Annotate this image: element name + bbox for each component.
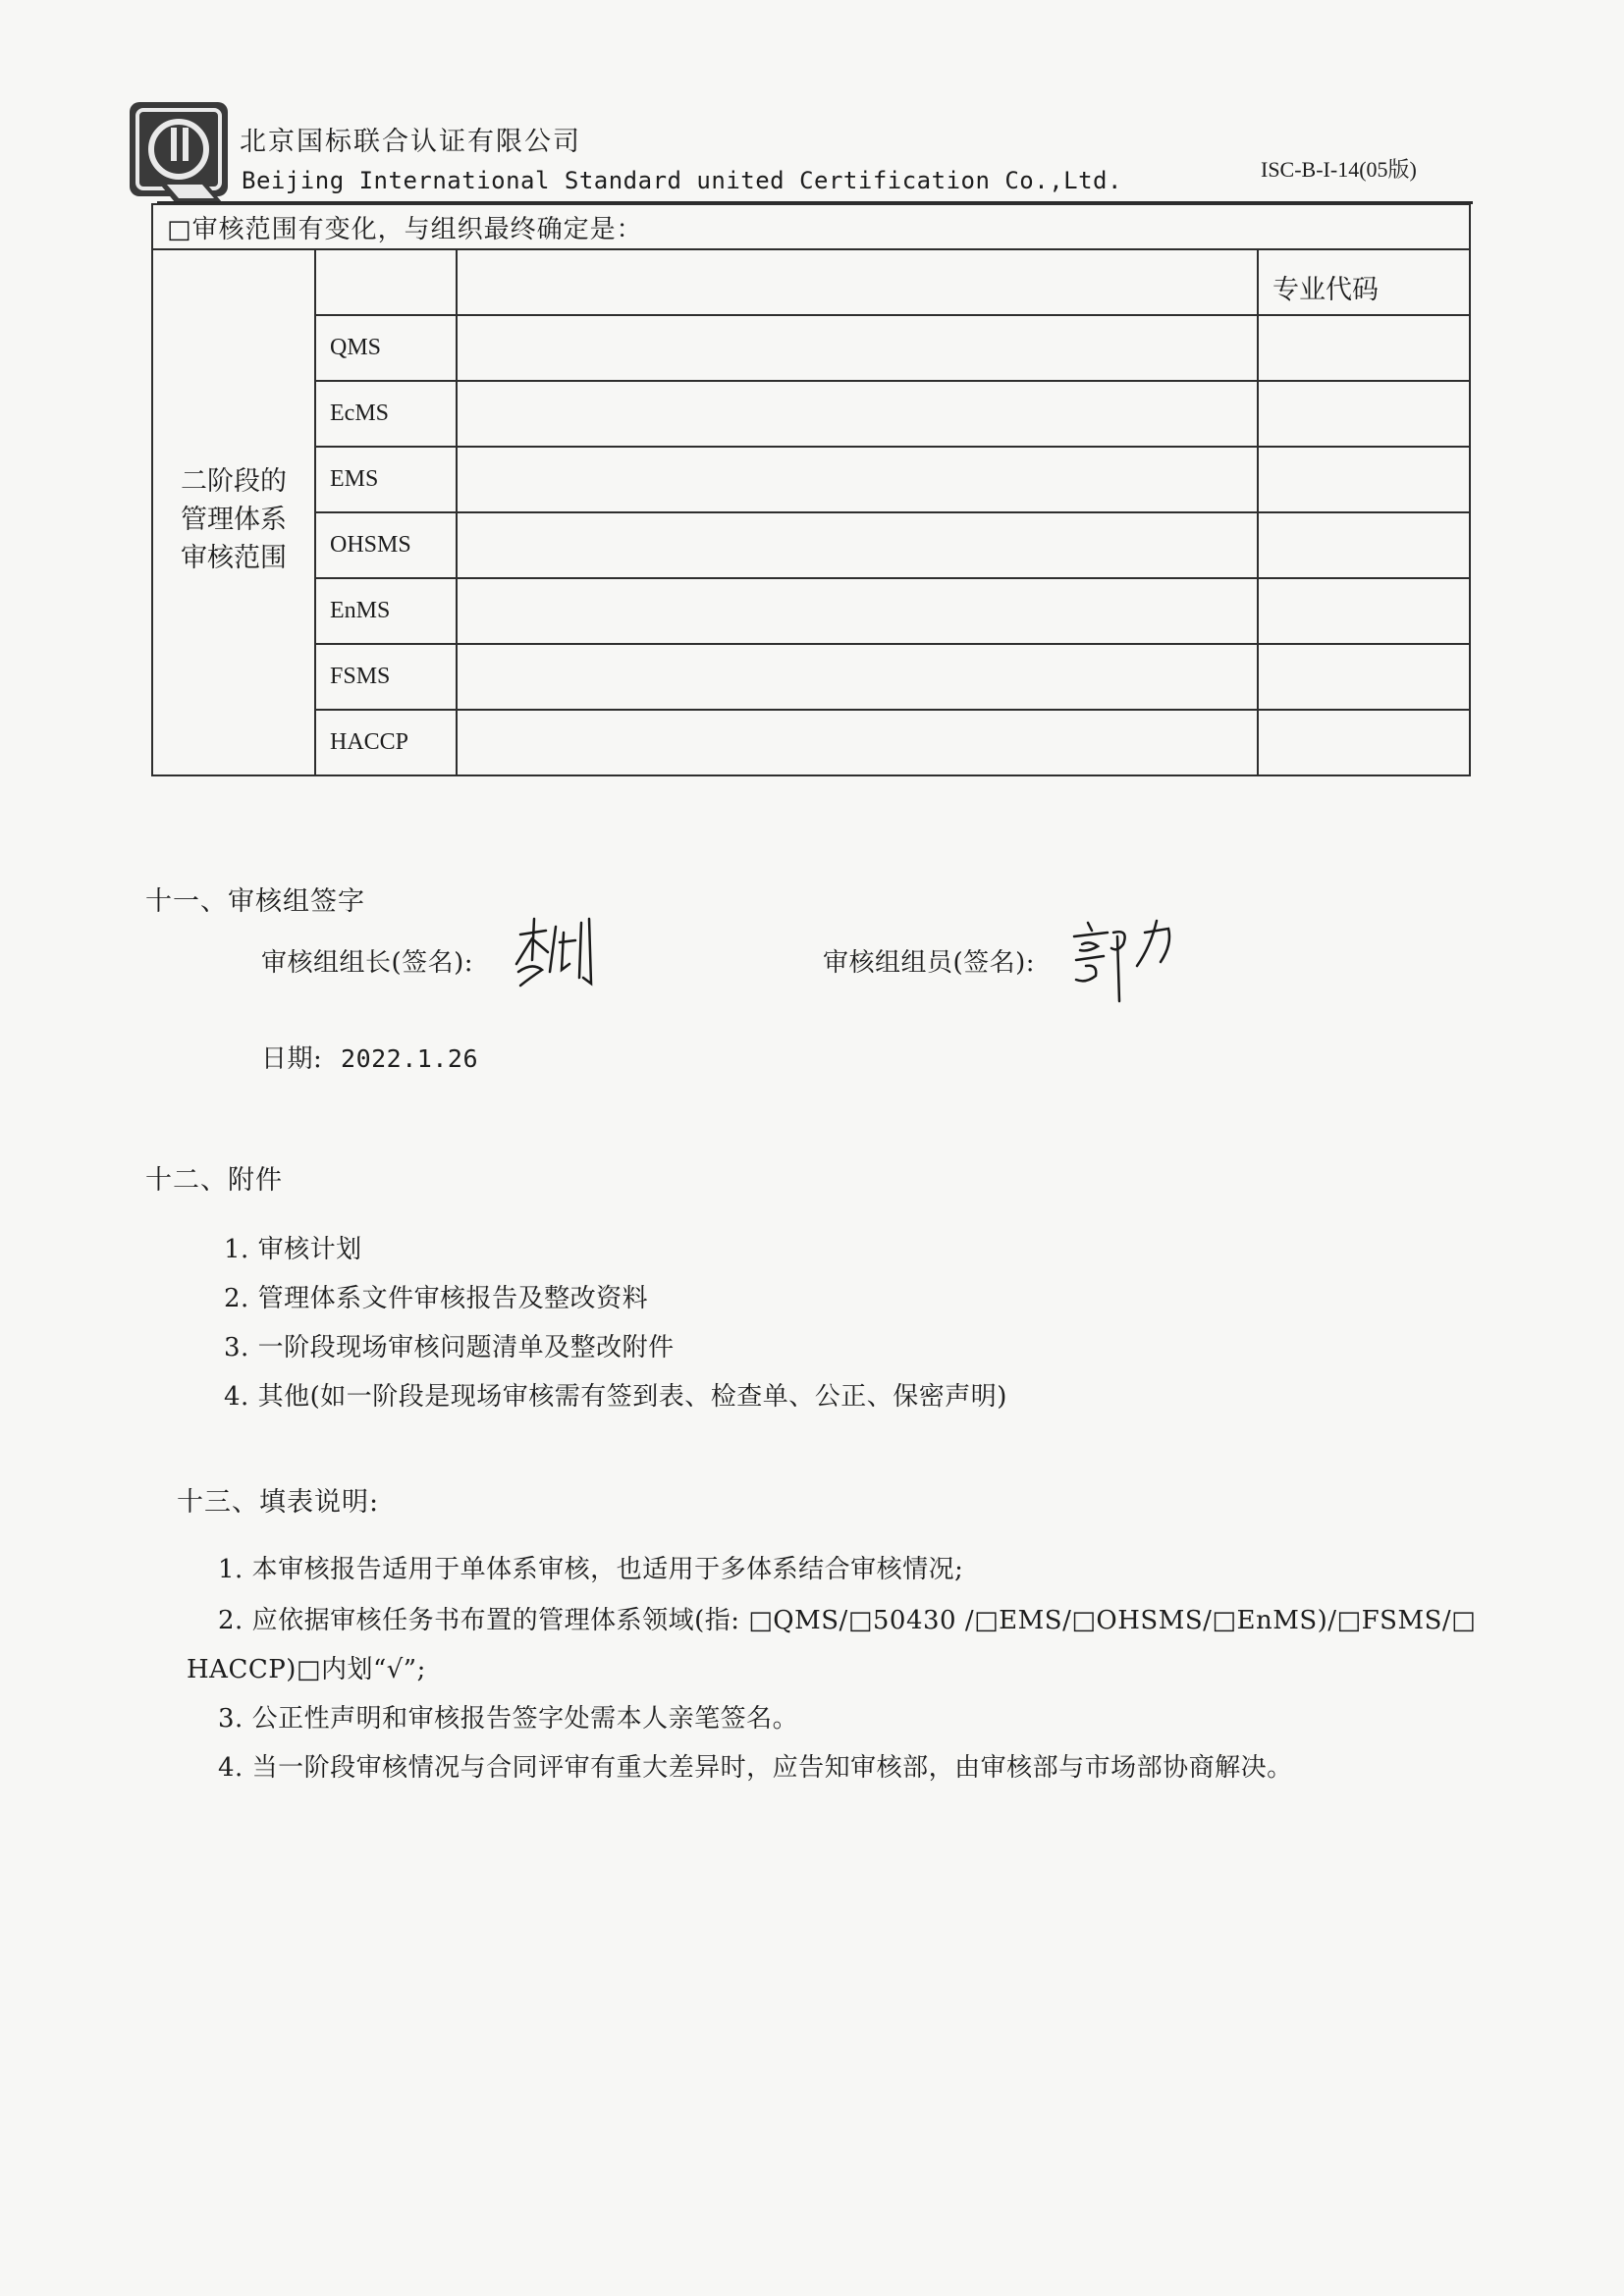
section-13-title: 十三、填表说明:	[177, 1487, 380, 1518]
scope-entry-cell[interactable]	[457, 381, 1258, 447]
code-entry-cell[interactable]	[1258, 644, 1470, 710]
scope-entry-cell[interactable]	[457, 315, 1258, 381]
member-signature	[1068, 915, 1186, 1009]
system-name: EnMS	[315, 578, 457, 644]
leader-signature-label: 审核组组长(签名):	[261, 948, 474, 978]
company-name-cn: 北京国标联合认证有限公司	[240, 127, 581, 157]
isc-logo-icon	[128, 100, 234, 204]
section-11-title: 十一、审核组签字	[145, 886, 365, 917]
stage2-scope-label-line: 二阶段的	[181, 465, 287, 497]
system-name: EcMS	[315, 381, 457, 447]
instruction-item: 1. 本审核报告适用于单体系审核，也适用于多体系结合审核情况;	[218, 1555, 964, 1584]
date-row	[261, 1039, 478, 1075]
leader-signature	[511, 913, 609, 995]
system-name: EMS	[315, 447, 457, 512]
professional-code-header: 专业代码	[1258, 249, 1470, 315]
attachment-item: 1. 审核计划	[224, 1235, 362, 1264]
instruction-item: 3. 公正性声明和审核报告签字处需本人亲笔签名。	[218, 1704, 799, 1734]
instruction-item-continued: HACCP)□内划“√”;	[187, 1655, 426, 1684]
table-cell	[457, 249, 1258, 315]
attachment-item: 2. 管理体系文件审核报告及整改资料	[224, 1284, 649, 1313]
date-value: 2022.1.26	[341, 1044, 478, 1073]
stage2-scope-label	[152, 249, 315, 775]
company-name-en: Beijing International Standard united Certification Co.,Ltd.	[242, 167, 1122, 194]
form-code: ISC-B-I-14(05版)	[1261, 157, 1417, 182]
instruction-item: 4. 当一阶段审核情况与合同评审有重大差异时，应告知审核部，由审核部与市场部协商解决。	[218, 1753, 1293, 1783]
stage2-scope-label-line: 审核范围	[181, 542, 287, 573]
code-entry-cell[interactable]	[1258, 381, 1470, 447]
audit-scope-table	[151, 203, 1471, 776]
scope-entry-cell[interactable]	[457, 644, 1258, 710]
code-entry-cell[interactable]	[1258, 447, 1470, 512]
scope-change-checkbox-label: □审核范围有变化，与组织最终确定是：	[152, 204, 1470, 249]
scope-entry-cell[interactable]	[457, 512, 1258, 578]
scope-entry-cell[interactable]	[457, 710, 1258, 775]
attachment-item: 4. 其他(如一阶段是现场审核需有签到表、检查单、公正、保密声明)	[224, 1382, 1007, 1412]
code-entry-cell[interactable]	[1258, 512, 1470, 578]
scope-entry-cell[interactable]	[457, 578, 1258, 644]
code-entry-cell[interactable]	[1258, 578, 1470, 644]
member-signature-label: 审核组组员(签名):	[823, 948, 1036, 978]
stage2-scope-label-line: 管理体系	[181, 504, 287, 535]
attachment-item: 3. 一阶段现场审核问题清单及整改附件	[224, 1333, 675, 1362]
system-name: QMS	[315, 315, 457, 381]
system-name: OHSMS	[315, 512, 457, 578]
system-name: FSMS	[315, 644, 457, 710]
code-entry-cell[interactable]	[1258, 710, 1470, 775]
system-name: HACCP	[315, 710, 457, 775]
code-entry-cell[interactable]	[1258, 315, 1470, 381]
instruction-item: 2. 应依据审核任务书布置的管理体系领域(指: □QMS/□50430 /□EMS/□OHSMS/□EnMS)/□FSMS/□	[218, 1606, 1477, 1635]
section-12-title: 十二、附件	[145, 1165, 283, 1196]
scope-entry-cell[interactable]	[457, 447, 1258, 512]
date-label: 日期:	[261, 1044, 323, 1074]
table-cell	[315, 249, 457, 315]
